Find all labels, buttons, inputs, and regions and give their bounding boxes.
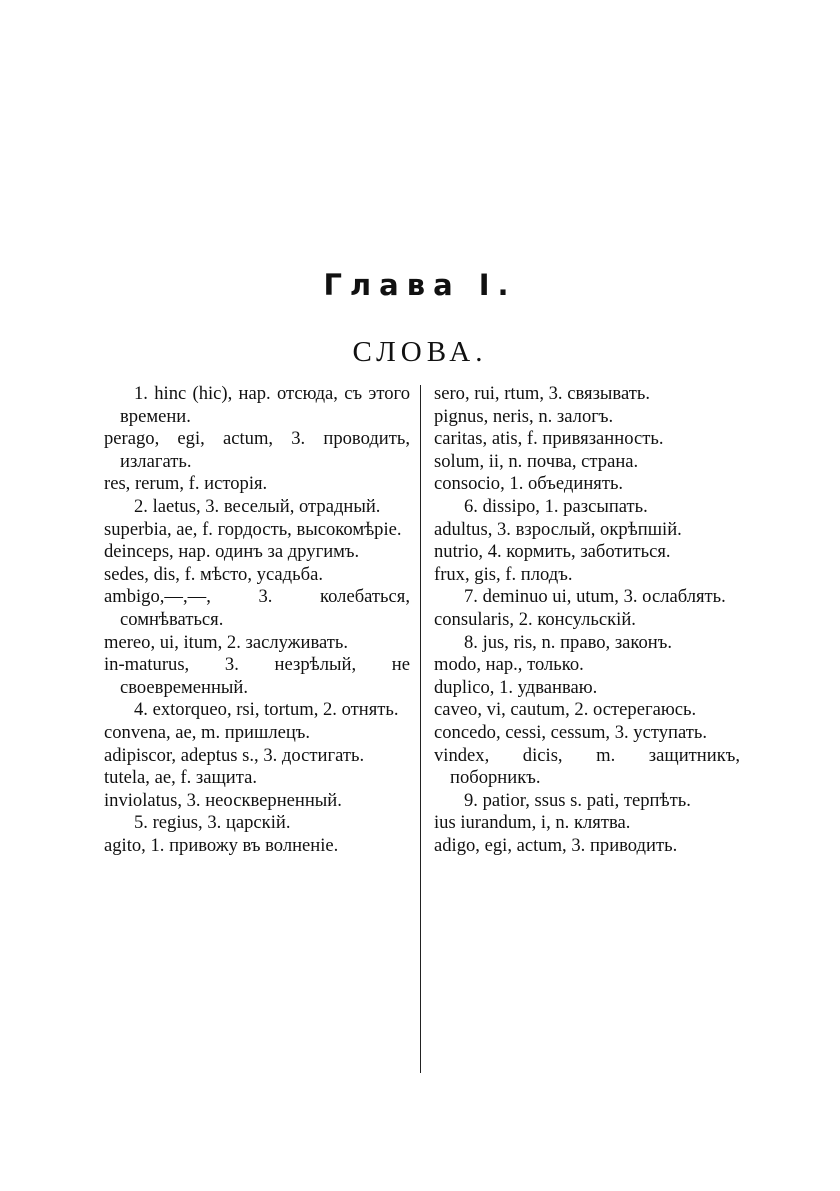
vocabulary-entry: adigo, egi, actum, 3. приводить. [434, 834, 678, 856]
vocabulary-entry: 9. patior, ssus s. pati, терпѣть. [464, 789, 691, 811]
vocabulary-entry: 8. jus, ris, n. право, законъ. [464, 631, 673, 653]
vocabulary-entry: superbia, ae, f. гордость, высокомѣріе. [104, 518, 402, 540]
vocabulary-entry: concedo, cessi, cessum, 3. уступать. [434, 721, 708, 743]
vocabulary-entry: 7. deminuo ui, utum, 3. ослаблять. [464, 586, 726, 608]
chapter-title: Глава I. [323, 268, 517, 302]
vocabulary-entry: ambigo,—,—, 3. колебаться, сомнѣваться. [104, 586, 410, 630]
vocabulary-entry: consocio, 1. объединять. [434, 473, 624, 495]
vocabulary-entry: inviolatus, 3. неоскверненный. [104, 789, 342, 811]
vocabulary-entry: consularis, 2. консульскій. [434, 608, 636, 630]
vocabulary-entry: agito, 1. привожу въ волненіе. [104, 834, 339, 856]
vocabulary-entry: 2. laetus, 3. веселый, отрадный. [134, 495, 381, 517]
vocabulary-entry: adultus, 3. взрослый, окрѣпшій. [434, 518, 682, 540]
vocabulary-entry: perago, egi, actum, 3. проводить, излагать. [104, 428, 410, 472]
vocabulary-entry: in-maturus, 3. незрѣлый, не своевременный. [104, 654, 410, 698]
vocabulary-entry: nutrio, 4. кормить, заботиться. [434, 541, 671, 563]
column-divider [420, 385, 421, 1073]
vocabulary-entry: sero, rui, rtum, 3. связывать. [434, 383, 650, 404]
vocabulary-entry: 5. regius, 3. царскій. [134, 812, 291, 834]
vocabulary-entry: tutela, ae, f. защита. [104, 767, 258, 789]
vocabulary-column-right [434, 383, 740, 857]
vocabulary-entry: res, rerum, f. исторія. [104, 473, 268, 495]
section-title: СЛОВА. [352, 336, 488, 368]
vocabulary-entry: adipiscor, adeptus s., 3. достигать. [104, 744, 365, 766]
vocabulary-entry: deinceps, нар. одинъ за другимъ. [104, 541, 360, 563]
vocabulary-entry: caveo, vi, cautum, 2. остерегаюсь. [434, 699, 697, 721]
vocabulary-entry: mereo, ui, itum, 2. заслуживать. [104, 631, 349, 653]
vocabulary-entry: vindex, dicis, m. защитникъ, поборникъ. [434, 744, 740, 789]
vocabulary-entry: caritas, atis, f. привязанность. [434, 428, 664, 450]
vocabulary-entry: frux, gis, f. плодъ. [434, 563, 573, 585]
vocabulary-column-left [104, 383, 410, 857]
vocabulary-entry: duplico, 1. удванваю. [434, 676, 598, 698]
vocabulary-entry: sedes, dis, f. мѣсто, усадьба. [104, 563, 323, 585]
vocabulary-entry: modo, нар., только. [434, 654, 584, 676]
vocabulary-entry: solum, ii, n. почва, страна. [434, 450, 639, 472]
vocabulary-entry: ius iurandum, i, n. клятва. [434, 812, 631, 834]
vocabulary-entry: 1. hinc (hic), нар. отсюда, съ этого времени. [120, 383, 410, 427]
vocabulary-entry: convena, ae, m. пришлецъ. [104, 721, 311, 743]
vocabulary-entry: pignus, neris, n. залогъ. [434, 405, 614, 427]
vocabulary-entry: 6. dissipo, 1. разсыпать. [464, 495, 648, 517]
vocabulary-entry: 4. extorqueo, rsi, tortum, 2. отнять. [134, 699, 399, 721]
